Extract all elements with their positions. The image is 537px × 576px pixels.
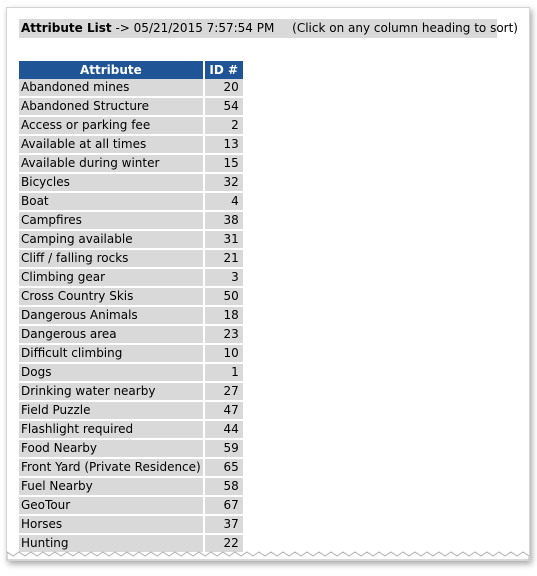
attribute-name-cell: Abandoned mines (19, 79, 204, 97)
attribute-name-cell: Available at all times (19, 135, 204, 154)
attribute-id-cell: 22 (204, 534, 243, 553)
attribute-name-cell: Front Yard (Private Residence) (19, 458, 204, 477)
report-title: Attribute List (21, 21, 112, 35)
column-header-id[interactable]: ID # (204, 61, 243, 79)
attribute-name-cell: Dangerous area (19, 325, 204, 344)
report-header (19, 19, 518, 38)
attribute-id-cell: 54 (204, 97, 243, 116)
table-row (19, 268, 243, 287)
attribute-id-cell: 58 (204, 477, 243, 496)
attribute-name-cell: Difficult climbing (19, 344, 204, 363)
table-row (19, 249, 243, 268)
attribute-name-cell: Cliff / falling rocks (19, 249, 204, 268)
attribute-id-cell: 15 (204, 154, 243, 173)
table-row (19, 287, 243, 306)
attribute-id-cell: 59 (204, 439, 243, 458)
attribute-id-cell: 1 (204, 363, 243, 382)
attribute-name-cell: Climbing gear (19, 268, 204, 287)
table-row (19, 192, 243, 211)
attribute-name-cell: Campfires (19, 211, 204, 230)
table-row (19, 401, 243, 420)
table-row (19, 116, 243, 135)
attribute-table-body (19, 79, 243, 553)
attribute-id-cell: 47 (204, 401, 243, 420)
attribute-name-cell: Abandoned Structure (19, 97, 204, 116)
sort-hint: (Click on any column heading to sort) (292, 21, 518, 35)
table-row (19, 230, 243, 249)
attribute-name-cell: Field Puzzle (19, 401, 204, 420)
table-header-row (19, 61, 243, 79)
attribute-id-cell: 18 (204, 306, 243, 325)
table-row (19, 477, 243, 496)
attribute-id-cell: 20 (204, 79, 243, 97)
attribute-id-cell: 3 (204, 268, 243, 287)
attribute-id-cell: 32 (204, 173, 243, 192)
table-row (19, 306, 243, 325)
report-timestamp: 05/21/2015 7:57:54 PM (133, 21, 275, 35)
attribute-id-cell: 31 (204, 230, 243, 249)
attribute-id-cell: 21 (204, 249, 243, 268)
attribute-name-cell: Available during winter (19, 154, 204, 173)
table-row (19, 344, 243, 363)
column-header-attribute[interactable]: Attribute (19, 61, 204, 79)
attribute-id-cell: 4 (204, 192, 243, 211)
attribute-name-cell: Bicycles (19, 173, 204, 192)
table-row (19, 211, 243, 230)
table-row (19, 363, 243, 382)
attribute-id-cell: 10 (204, 344, 243, 363)
attribute-name-cell: Boat (19, 192, 204, 211)
attribute-id-cell: 27 (204, 382, 243, 401)
attribute-name-cell: Fuel Nearby (19, 477, 204, 496)
attribute-id-cell: 13 (204, 135, 243, 154)
title-arrow: -> (115, 21, 130, 35)
table-row (19, 420, 243, 439)
table-row (19, 135, 243, 154)
table-row (19, 154, 243, 173)
attribute-name-cell: Camping available (19, 230, 204, 249)
table-row (19, 515, 243, 534)
attribute-id-cell: 37 (204, 515, 243, 534)
attribute-name-cell: Food Nearby (19, 439, 204, 458)
table-row (19, 79, 243, 97)
attribute-id-cell: 67 (204, 496, 243, 515)
attribute-name-cell: Drinking water nearby (19, 382, 204, 401)
table-row (19, 173, 243, 192)
attribute-id-cell: 23 (204, 325, 243, 344)
attribute-id-cell: 2 (204, 116, 243, 135)
attribute-table (19, 61, 243, 554)
attribute-name-cell: Dangerous Animals (19, 306, 204, 325)
attribute-id-cell: 50 (204, 287, 243, 306)
attribute-name-cell: Cross Country Skis (19, 287, 204, 306)
attribute-name-cell: Access or parking fee (19, 116, 204, 135)
table-row (19, 496, 243, 515)
table-row (19, 382, 243, 401)
table-row (19, 325, 243, 344)
attribute-name-cell: Flashlight required (19, 420, 204, 439)
table-row (19, 458, 243, 477)
attribute-id-cell: 65 (204, 458, 243, 477)
attribute-name-cell: Hunting (19, 534, 204, 553)
attribute-name-cell: Dogs (19, 363, 204, 382)
table-row (19, 439, 243, 458)
report-frame (6, 7, 530, 561)
attribute-name-cell: Horses (19, 515, 204, 534)
attribute-name-cell: GeoTour (19, 496, 204, 515)
torn-paper-edge (7, 550, 529, 560)
attribute-id-cell: 44 (204, 420, 243, 439)
table-row (19, 97, 243, 116)
attribute-id-cell: 38 (204, 211, 243, 230)
